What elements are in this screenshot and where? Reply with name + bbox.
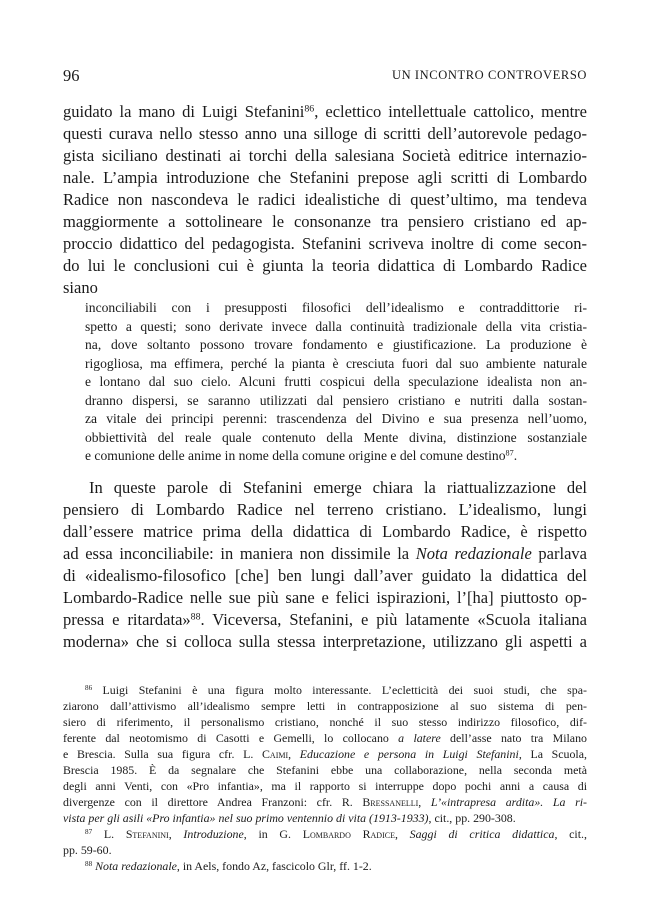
footnote-line: pp. 59-60.: [63, 843, 112, 857]
paragraph-2: [63, 477, 587, 653]
text-line: gista siciliano destinati ai torchi della salesiana Società editrice internazio-: [63, 146, 587, 165]
italic-title: Nota redazionale: [415, 544, 532, 563]
text-line: dranno dispersi, se saranno utilizzati dal pensiero cristiano e nutriti dalla sostan-: [85, 392, 587, 408]
body-line: moderna» che si colloca sulla stessa interpretazione, utilizzano gli aspetti a: [63, 632, 587, 651]
body-line: dall’essere matrice prima della didattica di Lombardo Radice, è rispetto: [63, 522, 587, 541]
footnote-line: siero di riferimento, il personalismo cristiano, nonché il suo stesso indirizzo filosofico, dif-: [63, 715, 587, 729]
text-line: questi curava nello stesso anno una silloge di scritti dell’autorevole pedago-: [63, 124, 587, 143]
footnote-number: 88: [85, 860, 93, 869]
page-number: 96: [63, 66, 80, 85]
footnotes: [63, 682, 587, 874]
body-line: In queste parole di Stefanini emerge chiara la riattualizzazione del: [89, 478, 587, 497]
block-quote: [63, 299, 587, 466]
text-line: proccio didattico del pedagogista. Stefanini scriveva inoltre di come secon-: [63, 234, 587, 253]
text-line: za vitale dei principi perenni: trascendenza del Divino e sua presenza nell’uomo,: [85, 411, 587, 426]
text-line: obbiettività del reale quale contenuto della Mente divina, distinzione sostanziale: [85, 429, 587, 445]
text-line: do lui le conclusioni cui è giunta la teoria didattica di Lombardo Radice: [63, 256, 587, 275]
running-head: UN INCONTRO CONTROVERSO: [391, 68, 587, 82]
footnote-number: 87: [85, 828, 93, 837]
footnote-number: 86: [85, 684, 93, 693]
footnote-ref[interactable]: 87: [505, 448, 514, 458]
footnote-line: ziarono dall’attivismo all’idealismo sempre letti in contrapposizione al suo sistema di pen-: [63, 699, 587, 713]
body-line: di «idealismo-filosofico [che] ben lungi dall’aver guidato la didattica del: [63, 566, 587, 585]
footnote-ref[interactable]: 88: [190, 611, 201, 623]
text-line: inconciliabili con i presupposti filosofici dell’idealismo e contraddittorie ri-: [85, 300, 587, 315]
text-line: siano: [63, 278, 98, 297]
text-line: guidato la mano di Luigi Stefanini$^{86}$, eclettico intellettuale cattolico, mentre: [63, 102, 587, 121]
footnote-line: ferente dal neotomismo di Casotti e Gemelli, lo collocano a latere dell’asse nato tra Milano: [63, 731, 587, 745]
body-line: Lombardo-Radice nelle sue più sane e felici ispirazioni, l’[ha] piuttosto op-: [63, 588, 587, 607]
text-line: maggiormente a sottolineare le consonanze tra pensiero cristiano ed ap-: [63, 212, 587, 231]
footnote-86: $^{86}$ Luigi Stefanini è una figura molto interessante. L’ecletticità dei suoi studi, che spa-: [85, 683, 587, 697]
footnote-ref[interactable]: 86: [304, 103, 315, 115]
footnote-line: degli anni Venti, con «Pro infantia», ma il rapporto si interruppe dopo pochi anni a causa di: [63, 779, 587, 793]
footnote-line: vista per gli asili «Pro infantia» nel suo primo ventennio di vita (1913-1933), cit., pp. 290-308.: [63, 811, 516, 825]
body-line: ad essa inconciliabile: in maniera non dissimile la Nota redazionale parlava: [63, 544, 587, 563]
body-line: pressa e ritardata»$^{88}$. Viceversa, Stefanini, e più latamente «Scuola italiana: [63, 610, 587, 629]
paragraph-1: [63, 101, 587, 299]
text-line: spetto a questi; sono derivate invece dalla continuità tradizionale della vita cristia-: [85, 318, 587, 334]
footnote-88: $^{88}$ Nota redazionale, in Aels, fondo Az, fascicolo Glr, ff. 1-2.: [85, 859, 372, 873]
text-line: e comunione delle anime in nome della comune origine e del comune destino$^{87}$.: [85, 448, 518, 463]
footnote-line: divergenze con il direttore Andrea Franzoni: cfr. R. Bressanelli, L’«intrapresa ardita». La ri-: [63, 795, 587, 809]
text-line: nale. L’ampia introduzione che Stefanini prepose agli scritti di Lombardo: [63, 168, 587, 187]
footnote-line: e Brescia. Sulla sua figura cfr. L. Caimi, Educazione e persona in Luigi Stefanini, La Scuola,: [63, 747, 587, 761]
text-line: na, dove soltanto possono trovare fondamento e giustificazione. La produzione è: [85, 337, 587, 352]
footnote-87: $^{87}$ L. Stefanini, Introduzione, in G. Lombardo Radice, Saggi di critica didattica, cit.,: [85, 827, 587, 841]
body-line: pensiero di Lombardo Radice nel terreno cristiano. L’idealismo, lungi: [63, 500, 587, 519]
text-line: Radice non nascondeva le radici idealistiche di quest’ultimo, ma tendeva: [63, 190, 587, 209]
text-line: e lontano dal suo cielo. Alcuni frutti cospicui della speculazione idealista non an-: [85, 374, 587, 389]
footnote-line: Brescia 1985. È da segnalare che Stefanini ebbe una collaborazione, nella seconda metà: [63, 763, 587, 777]
text-line: rigogliosa, ma effimera, perché la pianta è cresciuta fuori dal suo ambiente naturale: [85, 355, 587, 371]
